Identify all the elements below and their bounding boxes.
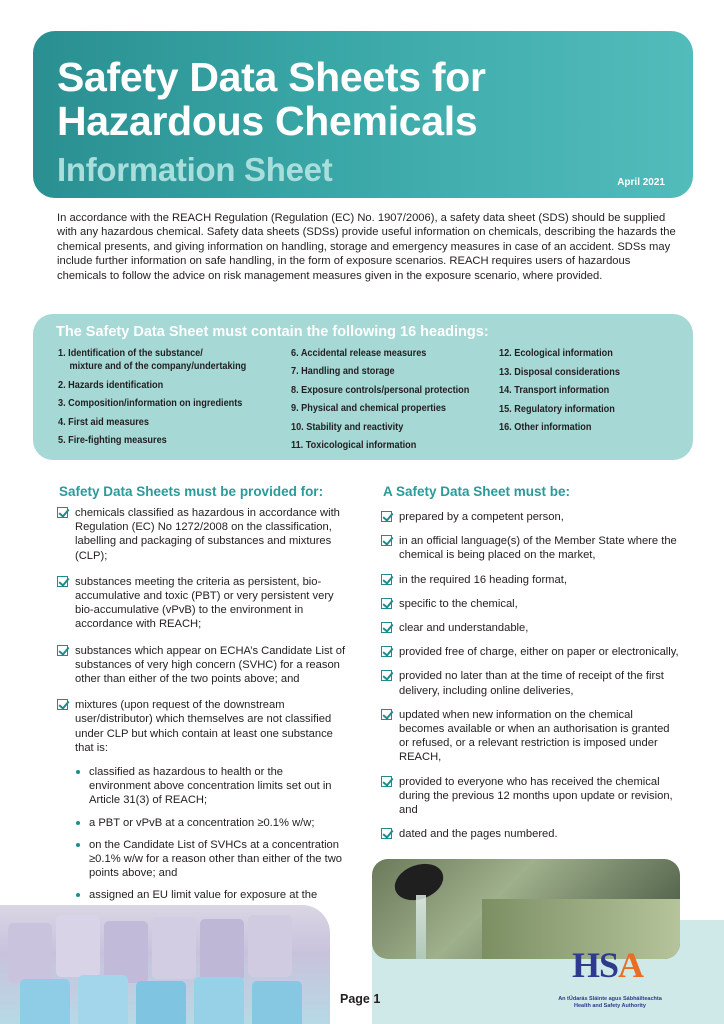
heading-item: 2. Hazards identification xyxy=(58,379,164,391)
list-item-text: prepared by a competent person, xyxy=(399,511,564,523)
checkbox-icon xyxy=(381,670,392,681)
container-shape xyxy=(200,919,244,981)
sub-list-item-text: on the Candidate List of SVHCs at a concentration ≥0.1% w/w for a reason other than either of the two points above; and xyxy=(89,838,343,880)
list-item xyxy=(57,575,347,632)
heading-item: 10. Stability and reactivity xyxy=(291,421,404,433)
list-item-text: substances meeting the criteria as persistent, bio-accumulative and toxic (PBT) or very persistent very bio-accumulative (vPvB) to the environment in accordance with REACH; xyxy=(75,575,334,631)
hsa-logo-text xyxy=(572,945,643,985)
hsa-logo xyxy=(572,944,643,986)
container-shape xyxy=(252,981,302,1024)
sub-list-item-text: a PBT or vPvB at a concentration ≥0.1% w/w; xyxy=(89,816,315,829)
list-item-text: mixtures (upon request of the downstream user/distributor) which themselves are not classified under CLP but which contain at least one substance that is: xyxy=(75,699,333,754)
heading-item: 12. Ecological information xyxy=(499,348,613,359)
heading-item: 11. Toxicological information xyxy=(291,440,417,451)
checkbox-icon xyxy=(381,574,392,585)
must-be-title: A Safety Data Sheet must be: xyxy=(383,484,571,499)
list-item-text: chemicals classified as hazardous in accordance with Regulation (EC) No 1272/2008 on the classification, labelling and packaging of substances and mixtures (CLP); xyxy=(75,507,340,562)
bullet-icon xyxy=(76,893,80,897)
checkbox-icon xyxy=(57,645,68,656)
heading-item-text: 1. Identification of the substance/ xyxy=(58,348,203,359)
hsa-logo-a: A xyxy=(618,945,644,985)
container-shape xyxy=(136,981,186,1024)
heading-item: 6. Accidental release measures xyxy=(291,348,427,359)
heading-item: 16. Other information xyxy=(499,422,592,433)
page-number: Page 1 xyxy=(340,992,381,1006)
list-item-text: specific to the chemical, xyxy=(399,597,518,610)
sub-list-item xyxy=(75,816,347,830)
headings-box-title: The Safety Data Sheet must contain the following 16 headings: xyxy=(56,324,489,340)
list-item xyxy=(381,708,681,765)
sub-list-item-text: classified as hazardous to health or the environment above concentration limits set out in Article 31(3) of REACH; xyxy=(89,766,332,807)
publication-date: April 2021 xyxy=(617,177,665,188)
container-shape xyxy=(8,923,52,983)
list-item xyxy=(57,698,347,917)
hsa-tagline-english: Health and Safety Authority xyxy=(574,1003,646,1009)
container-shape xyxy=(20,979,70,1024)
sub-list-item xyxy=(75,765,347,808)
list-item xyxy=(381,775,681,818)
headings-column-3 xyxy=(499,347,636,440)
bullet-icon xyxy=(76,843,80,847)
checkbox-icon xyxy=(381,828,392,839)
intro-paragraph: In accordance with the REACH Regulation (Regulation (EC) No. 1907/2006), a safety data sheet (SDS) should be supplied with any hazardous chemical. Safety data sheets (SDSs) provide useful information on chemicals, describing the hazards the chemical presents, and giving information on handling, storage and emergency measures in case of an accident. SDSs may include further information on safe handling, in the form of exposure scenarios. REACH requires users of hazardous chemicals to follow the advice on risk management measures given in the exposure scenario, where provided. xyxy=(57,212,676,282)
list-item xyxy=(381,669,681,697)
heading-item: 14. Transport information xyxy=(499,385,610,396)
heading-item: 13. Disposal considerations xyxy=(499,366,620,378)
page-title: Safety Data Sheets for Hazardous Chemicals xyxy=(57,54,486,144)
list-item xyxy=(57,644,347,687)
list-item xyxy=(381,827,681,841)
header-banner xyxy=(33,31,693,198)
list-item xyxy=(381,621,681,635)
heading-item: 7. Handling and storage xyxy=(291,366,395,377)
bullet-icon xyxy=(76,821,80,825)
hsa-tagline-irish: An tÚdarás Sláinte agus Sábháilteachta xyxy=(558,996,662,1002)
checkbox-icon xyxy=(381,622,392,633)
heading-item: 4. First aid measures xyxy=(58,416,149,428)
provided-for-list xyxy=(57,506,347,929)
must-be-list xyxy=(381,510,681,851)
liquid-stream-shape xyxy=(416,895,426,959)
checkbox-icon xyxy=(381,776,392,787)
headings-column-1 xyxy=(58,347,272,453)
list-item-text: substances which appear on ECHA’s Candidate List of substances of very high concern (SVHC) for a reason other than either of the two points above; and xyxy=(75,644,346,686)
list-item xyxy=(381,645,681,659)
list-item-text: provided to everyone who has received the chemical during the previous 12 months upon update or revision, and xyxy=(399,775,673,817)
heading-item xyxy=(58,347,246,373)
checkbox-icon xyxy=(381,511,392,522)
list-item xyxy=(381,597,681,611)
hsa-logo-hs: HS xyxy=(572,945,619,985)
list-item-text: provided no later than at the time of receipt of the first delivery, including online deliveries, xyxy=(399,670,664,697)
heading-item-text-cont: mixture and of the company/undertaking xyxy=(69,361,247,372)
heading-item: 9. Physical and chemical properties xyxy=(291,403,447,414)
list-item-text: provided free of charge, either on paper or electronically, xyxy=(399,646,679,659)
bullet-icon xyxy=(76,770,80,774)
container-shape xyxy=(78,975,128,1024)
page-subtitle: Information Sheet xyxy=(57,151,333,188)
heading-item: 3. Composition/information on ingredients xyxy=(58,398,243,409)
checkbox-icon xyxy=(57,576,68,587)
sub-list-item-text: assigned an EU limit value for exposure at the xyxy=(89,889,318,902)
list-item xyxy=(57,506,347,563)
list-item-text: updated when new information on the chemical becomes available or when an authorisation is granted or refused, or a relevant restriction is imposed under REACH, xyxy=(399,708,670,764)
checkbox-icon xyxy=(381,709,392,720)
list-item-text: clear and understandable, xyxy=(399,622,529,635)
chemical-containers-photo xyxy=(0,905,330,1024)
provided-for-title: Safety Data Sheets must be provided for: xyxy=(59,484,324,499)
checkbox-icon xyxy=(57,507,68,518)
sub-list-item xyxy=(75,838,347,881)
heading-item: 8. Exposure controls/personal protection xyxy=(291,384,470,396)
headings-column-2 xyxy=(291,347,494,458)
container-shape xyxy=(56,915,100,977)
list-item-text: dated and the pages numbered. xyxy=(399,828,558,841)
checkbox-icon xyxy=(381,598,392,609)
checkbox-icon xyxy=(381,646,392,657)
list-item-text: in an official language(s) of the Member State where the chemical is being placed on the market, xyxy=(399,535,677,562)
checkbox-icon xyxy=(57,699,68,710)
checkbox-icon xyxy=(381,535,392,546)
list-item xyxy=(381,534,681,562)
heading-item: 15. Regulatory information xyxy=(499,403,615,415)
headings-box xyxy=(33,314,693,460)
container-shape xyxy=(104,921,148,983)
list-item xyxy=(381,573,681,587)
list-item-text: in the required 16 heading format, xyxy=(399,573,567,586)
container-shape xyxy=(248,915,292,977)
container-shape xyxy=(152,917,196,979)
hsa-tagline xyxy=(555,996,665,1010)
heading-item: 5. Fire-fighting measures xyxy=(58,435,167,446)
sub-list xyxy=(75,765,347,917)
container-shape xyxy=(194,977,244,1024)
list-item xyxy=(381,510,681,524)
